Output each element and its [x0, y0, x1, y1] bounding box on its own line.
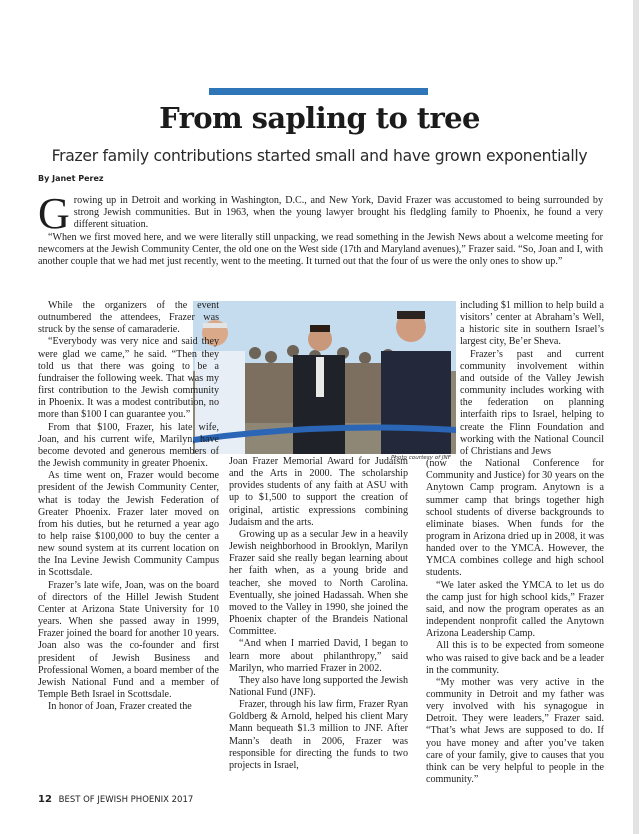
column-3-paragraph: “My mother was very active in the community in Detroit and my father was very involved with his synagogue in Detroit. They were leaders,” Frazer said. “That’s what Jews are supposed to do. If you have money and after you’ve taken care of your family, give to causes that you think can be very helpful to people in the community.” [426, 676, 604, 786]
article-photo [193, 301, 456, 454]
column-3-paragraph: Frazer’s past and current community involvement within and outside of the Valley Jewish community includes working with the federation on planning interfaith rips to Israel, helping to create the Flinn Foundation and working with the National Council of Christians and Jews [460, 348, 604, 457]
column-2-paragraph: They also have long supported the Jewish National Fund (JNF). [229, 674, 408, 698]
column-3-paragraph: “We later asked the YMCA to let us do the camp just for high school kids,” Frazer said, and now the program operates as an independent nonprofit called the Anytown Arizona Leadership Camp. [426, 579, 604, 640]
intro-block [38, 189, 603, 268]
page-footer [38, 794, 193, 805]
article-headline: From sapling to tree [159, 101, 480, 135]
column-3-paragraph: (now the National Conference for Community and Justice) for 30 years on the Anytown Camp program. Anytown is a summer camp that brings together high school students of diverse backgrounds to eliminate biases. When funds for the program in Arizona dried up in 2008, it was handed over to the YMCA. However, the YMCA combines college and high school students. [426, 458, 604, 579]
column-1-paragraph: “Everybody was very nice and said they were glad we came,” he said. “Then they told us that there was going to be a fundraiser the following week. That was my first contribution to the Jewish community in Phoenix. It was a modest contribution, no more than $100 I can guarantee you.” [38, 336, 219, 421]
intro-lead-paragraph [38, 189, 603, 238]
column-2-paragraph: Joan Frazer Memorial Award for Judaism and the Arts in 2000. The scholarship provides students of any faith at ASU with up to $1,500 to support the creation of original, artistic expressions combining Judaism and the arts. [229, 456, 408, 528]
publication-name: BEST OF JEWISH PHOENIX 2017 [58, 795, 194, 805]
column-1-paragraph: In honor of Joan, Frazer created the [48, 701, 192, 713]
page-number: 12 [38, 794, 52, 805]
article-column-2 [229, 456, 408, 772]
column-1-paragraph: As time went on, Frazer would become president of the Jewish Community Center, what is today the Jewish Federation of Greater Phoenix. Frazer later moved on from his duties, but he returned a year ago to help raise $100,000 to buy the center a new sound system at its current location on the Ina Levine Jewish Community Campus in Scottsdale. [38, 470, 219, 579]
drop-cap: G [38, 189, 70, 238]
column-3-narrow-section [460, 300, 604, 458]
column-1-paragraph: While the organizers of the event outnumbered the attendees, Frazer was struck by the sense of camaraderie. [38, 300, 219, 336]
intro-lead-text: rowing up in Detroit and working in Washington, D.C., and New York, David Frazer was accustomed to being surrounded by strong Jewish communities. But in 1963, when the young lawyer brought his fledgling family to Phoenix, he found a very different situation. [73, 195, 603, 231]
header-accent-rule [209, 88, 428, 95]
column-2-paragraph: “And when I married David, I began to learn more about philanthropy,” said Marilyn, who married Frazer in 2002. [229, 638, 408, 674]
ribbon-cutting-photo [193, 301, 456, 454]
column-3-paragraph: All this is to be expected from someone who was raised to give back and be a leader in the community. [426, 640, 604, 676]
column-1-paragraph: Frazer’s late wife, Joan, was on the board of directors of the Hillel Jewish Student Center at Arizona State University for 10 years. When she passed away in 1999, Frazer joined the board for another 10 years. Joan also was the co-founder and first president of Jewish Business and Professional Women, a board member of the Jewish National Fund and a member of Temple Beth Israel in Scottsdale. [38, 579, 219, 700]
photo-credit: Photo courtesy of JNF [391, 455, 451, 461]
article-column-1 [38, 300, 219, 713]
column-2-paragraph: Growing up as a secular Jew in a heavily Jewish neighborhood in Brooklyn, Marilyn Frazer said she really began learning about her faith when, as a young bride and teacher, she moved to North Carolina. Eventually, she joined Hadassah. When she moved to the Valley in 1990, she joined the Phoenix chapter of the Brandeis National Committee. [229, 528, 408, 638]
article-subhead: Frazer family contributions started small and have grown exponentially [51, 147, 588, 165]
column-1-paragraph: From that $100, Frazer, his late wife, Joan, and his current wife, Marilyn, have become devoted and generous members of the Jewish community in greater Phoenix. [38, 421, 219, 470]
intro-second-paragraph: “When we first moved here, and we were literally still unpacking, we read something in the Jewish News about a welcome meeting for newcomers at the Jewish Community Center, the old one on the West side (17th and Maryland avenues),” Frazer said. “So, Joan and I, with another couple that we had met just recently, went to the meeting. It turned out that the four of us were the only ones to show up.” [38, 231, 603, 268]
column-3-paragraph: including $1 million to help build a visitors’ center at Abraham’s Well, a historic site in southern Israel’s largest city, Be’er Sheva. [460, 300, 604, 348]
byline: By Janet Perez [38, 174, 104, 183]
page-edge [633, 0, 639, 834]
column-2-paragraph: Frazer, through his law firm, Frazer Ryan Goldberg & Arnold, helped his client Mary Mann bequeath $1.3 million to JNF. After Mann’s death in 2006, Frazer was responsible for directing the funds to two projects in Israel, [229, 699, 408, 771]
article-column-3 [426, 300, 604, 786]
